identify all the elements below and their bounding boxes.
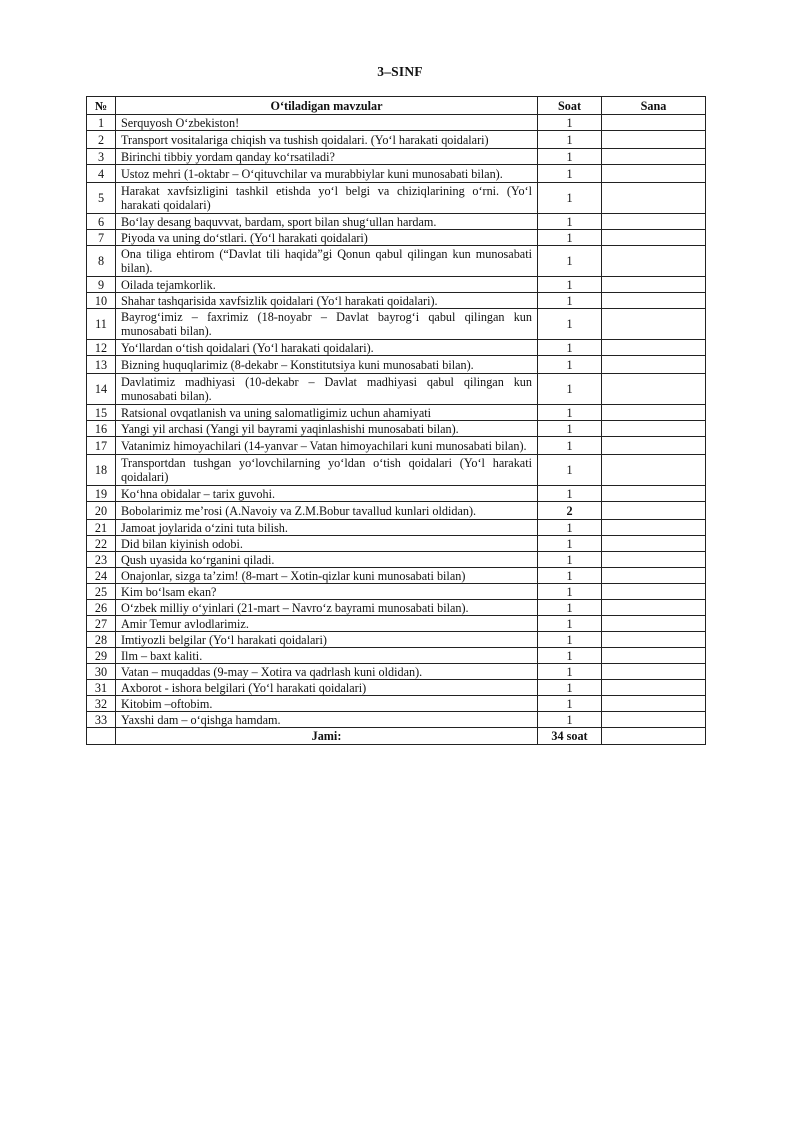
- row-date: [602, 600, 706, 616]
- row-number: 31: [87, 680, 116, 696]
- row-topic: Axborot - ishora belgilari (Yo‘l harakati qoidalari): [116, 680, 538, 696]
- row-number: 23: [87, 552, 116, 568]
- row-number: 26: [87, 600, 116, 616]
- row-date: [602, 664, 706, 680]
- row-hours: 1: [538, 664, 602, 680]
- table-row: [87, 648, 706, 664]
- row-date: [602, 486, 706, 502]
- row-date: [602, 165, 706, 183]
- row-hours: 1: [538, 277, 602, 293]
- row-date: [602, 616, 706, 632]
- row-hours: 1: [538, 486, 602, 502]
- row-topic: Shahar tashqarisida xavfsizlik qoidalari (Yo‘l harakati qoidalari).: [116, 293, 538, 309]
- row-date: [602, 183, 706, 214]
- header-hours: Soat: [538, 97, 602, 115]
- row-date: [602, 309, 706, 340]
- row-topic: Did bilan kiyinish odobi.: [116, 536, 538, 552]
- row-number: 10: [87, 293, 116, 309]
- row-number: 11: [87, 309, 116, 340]
- table-row: [87, 664, 706, 680]
- row-date: [602, 502, 706, 520]
- table-body: [87, 115, 706, 728]
- row-date: [602, 230, 706, 246]
- row-number: 21: [87, 520, 116, 536]
- row-number: 5: [87, 183, 116, 214]
- row-topic: Jamoat joylarida o‘zini tuta bilish.: [116, 520, 538, 536]
- table-row: [87, 340, 706, 356]
- table-row: [87, 246, 706, 277]
- row-number: 7: [87, 230, 116, 246]
- header-topic: O‘tiladigan mavzular: [116, 97, 538, 115]
- table-row: [87, 600, 706, 616]
- row-number: 9: [87, 277, 116, 293]
- row-number: 33: [87, 712, 116, 728]
- row-hours: 1: [538, 712, 602, 728]
- row-number: 25: [87, 584, 116, 600]
- row-hours: 1: [538, 568, 602, 584]
- table-row: [87, 632, 706, 648]
- table-row: [87, 405, 706, 421]
- row-hours: 1: [538, 374, 602, 405]
- row-date: [602, 115, 706, 131]
- row-hours: 1: [538, 246, 602, 277]
- row-number: 30: [87, 664, 116, 680]
- row-topic: Kitobim –oftobim.: [116, 696, 538, 712]
- row-date: [602, 632, 706, 648]
- row-topic: Ustoz mehri (1-oktabr – O‘qituvchilar va murabbiylar kuni munosabati bilan).: [116, 165, 538, 183]
- row-number: 18: [87, 455, 116, 486]
- row-topic: Ratsional ovqatlanish va uning salomatligimiz uchun ahamiyati: [116, 405, 538, 421]
- row-topic: Transport vositalariga chiqish va tushish qoidalari. (Yo‘l harakati qoidalari): [116, 131, 538, 149]
- row-hours: 1: [538, 230, 602, 246]
- row-number: 12: [87, 340, 116, 356]
- row-hours: 1: [538, 584, 602, 600]
- table-row: [87, 115, 706, 131]
- row-date: [602, 568, 706, 584]
- row-date: [602, 520, 706, 536]
- row-topic: Imtiyozli belgilar (Yo‘l harakati qoidalari): [116, 632, 538, 648]
- row-number: 22: [87, 536, 116, 552]
- table-row: [87, 520, 706, 536]
- row-hours: 1: [538, 340, 602, 356]
- row-date: [602, 584, 706, 600]
- header-date: Sana: [602, 97, 706, 115]
- row-date: [602, 214, 706, 230]
- row-topic: Ilm – baxt kaliti.: [116, 648, 538, 664]
- row-number: 27: [87, 616, 116, 632]
- row-number: 2: [87, 131, 116, 149]
- table-row: [87, 421, 706, 437]
- row-hours: 1: [538, 536, 602, 552]
- row-number: 17: [87, 437, 116, 455]
- total-hours: 34 soat: [538, 728, 602, 745]
- total-label: Jami:: [116, 728, 538, 745]
- row-hours: 1: [538, 115, 602, 131]
- table-row: [87, 230, 706, 246]
- header-number: №: [87, 97, 116, 115]
- row-date: [602, 437, 706, 455]
- row-number: 6: [87, 214, 116, 230]
- row-number: 1: [87, 115, 116, 131]
- table-row: [87, 165, 706, 183]
- row-hours: 1: [538, 696, 602, 712]
- row-date: [602, 712, 706, 728]
- table-row: [87, 552, 706, 568]
- row-number: 3: [87, 149, 116, 165]
- row-date: [602, 149, 706, 165]
- row-number: 28: [87, 632, 116, 648]
- row-number: 13: [87, 356, 116, 374]
- row-topic: Oilada tejamkorlik.: [116, 277, 538, 293]
- total-number-cell: [87, 728, 116, 745]
- table-header-row: [87, 97, 706, 115]
- row-date: [602, 131, 706, 149]
- row-topic: Bobolarimiz me’rosi (A.Navoiy va Z.M.Bobur tavallud kunlari oldidan).: [116, 502, 538, 520]
- row-hours: 1: [538, 421, 602, 437]
- row-topic: Ona tiliga ehtirom (“Davlat tili haqida”gi Qonun qabul qilingan kun munosabati bilan).: [116, 246, 538, 277]
- row-topic: O‘zbek milliy o‘yinlari (21-mart – Navro‘z bayrami munosabati bilan).: [116, 600, 538, 616]
- table-row: [87, 183, 706, 214]
- row-number: 14: [87, 374, 116, 405]
- table-row: [87, 293, 706, 309]
- row-date: [602, 293, 706, 309]
- row-number: 16: [87, 421, 116, 437]
- row-topic: Vatan – muqaddas (9-may – Xotira va qadrlash kuni oldidan).: [116, 664, 538, 680]
- row-topic: Yaxshi dam – o‘qishga hamdam.: [116, 712, 538, 728]
- row-hours: 1: [538, 552, 602, 568]
- table-row: [87, 696, 706, 712]
- row-hours: 1: [538, 293, 602, 309]
- row-topic: Bo‘lay desang baquvvat, bardam, sport bilan shug‘ullan hardam.: [116, 214, 538, 230]
- row-date: [602, 696, 706, 712]
- row-date: [602, 405, 706, 421]
- row-date: [602, 356, 706, 374]
- row-hours: 1: [538, 600, 602, 616]
- row-topic: Yo‘llardan o‘tish qoidalari (Yo‘l harakati qoidalari).: [116, 340, 538, 356]
- row-topic: Ko‘hna obidalar – tarix guvohi.: [116, 486, 538, 502]
- total-date-cell: [602, 728, 706, 745]
- row-date: [602, 680, 706, 696]
- row-hours: 1: [538, 165, 602, 183]
- row-hours: 1: [538, 616, 602, 632]
- table-row: [87, 568, 706, 584]
- row-hours: 1: [538, 356, 602, 374]
- row-number: 32: [87, 696, 116, 712]
- table-row: [87, 214, 706, 230]
- row-date: [602, 455, 706, 486]
- row-hours: 1: [538, 183, 602, 214]
- row-hours: 1: [538, 214, 602, 230]
- table-row: [87, 309, 706, 340]
- table-row: [87, 277, 706, 293]
- row-topic: Qush uyasida ko‘rganini qiladi.: [116, 552, 538, 568]
- lesson-plan-table: [86, 96, 706, 745]
- row-date: [602, 340, 706, 356]
- row-topic: Harakat xavfsizligini tashkil etishda yo‘l belgi va chiziqlarining o‘rni. (Yo‘l harakati qoidalari): [116, 183, 538, 214]
- row-number: 15: [87, 405, 116, 421]
- table-row: [87, 486, 706, 502]
- row-number: 29: [87, 648, 116, 664]
- table-row: [87, 455, 706, 486]
- row-topic: Bayrog‘imiz – faxrimiz (18-noyabr – Davlat bayrog‘i qabul qilingan kun munosabati bilan).: [116, 309, 538, 340]
- table-row: [87, 374, 706, 405]
- table-row: [87, 536, 706, 552]
- row-topic: Piyoda va uning do‘stlari. (Yo‘l harakati qoidalari): [116, 230, 538, 246]
- row-topic: Bizning huquqlarimiz (8-dekabr – Konstitutsiya kuni munosabati bilan).: [116, 356, 538, 374]
- row-topic: Amir Temur avlodlarimiz.: [116, 616, 538, 632]
- row-topic: Transportdan tushgan yo‘lovchilarning yo‘ldan o‘tish qoidalari (Yo‘l harakati qoidalari): [116, 455, 538, 486]
- row-number: 8: [87, 246, 116, 277]
- row-hours: 2: [538, 502, 602, 520]
- row-date: [602, 648, 706, 664]
- row-hours: 1: [538, 309, 602, 340]
- table-row: [87, 712, 706, 728]
- table-row: [87, 584, 706, 600]
- row-hours: 1: [538, 648, 602, 664]
- row-number: 24: [87, 568, 116, 584]
- row-topic: Yangi yil archasi (Yangi yil bayrami yaqinlashishi munosabati bilan).: [116, 421, 538, 437]
- row-hours: 1: [538, 455, 602, 486]
- row-number: 19: [87, 486, 116, 502]
- row-date: [602, 536, 706, 552]
- row-date: [602, 374, 706, 405]
- row-hours: 1: [538, 680, 602, 696]
- row-topic: Davlatimiz madhiyasi (10-dekabr – Davlat madhiyasi qabul qilingan kun munosabati bilan).: [116, 374, 538, 405]
- row-date: [602, 246, 706, 277]
- table-row: [87, 437, 706, 455]
- row-date: [602, 552, 706, 568]
- table-row: [87, 680, 706, 696]
- row-hours: 1: [538, 405, 602, 421]
- table-row: [87, 131, 706, 149]
- row-number: 20: [87, 502, 116, 520]
- table-row: [87, 616, 706, 632]
- row-date: [602, 277, 706, 293]
- row-hours: 1: [538, 632, 602, 648]
- row-topic: Vatanimiz himoyachilari (14-yanvar – Vatan himoyachilari kuni munosabati bilan).: [116, 437, 538, 455]
- row-date: [602, 421, 706, 437]
- row-hours: 1: [538, 149, 602, 165]
- row-topic: Birinchi tibbiy yordam qanday ko‘rsatiladi?: [116, 149, 538, 165]
- row-topic: Onajonlar, sizga ta’zim! (8-mart – Xotin-qizlar kuni munosabati bilan): [116, 568, 538, 584]
- row-hours: 1: [538, 520, 602, 536]
- row-number: 4: [87, 165, 116, 183]
- table-row: [87, 149, 706, 165]
- total-row: [87, 728, 706, 745]
- row-hours: 1: [538, 437, 602, 455]
- page-title: 3–SINF: [377, 64, 423, 79]
- table-row: [87, 356, 706, 374]
- row-topic: Serquyosh O‘zbekiston!: [116, 115, 538, 131]
- table-row: [87, 502, 706, 520]
- row-hours: 1: [538, 131, 602, 149]
- row-topic: Kim bo‘lsam ekan?: [116, 584, 538, 600]
